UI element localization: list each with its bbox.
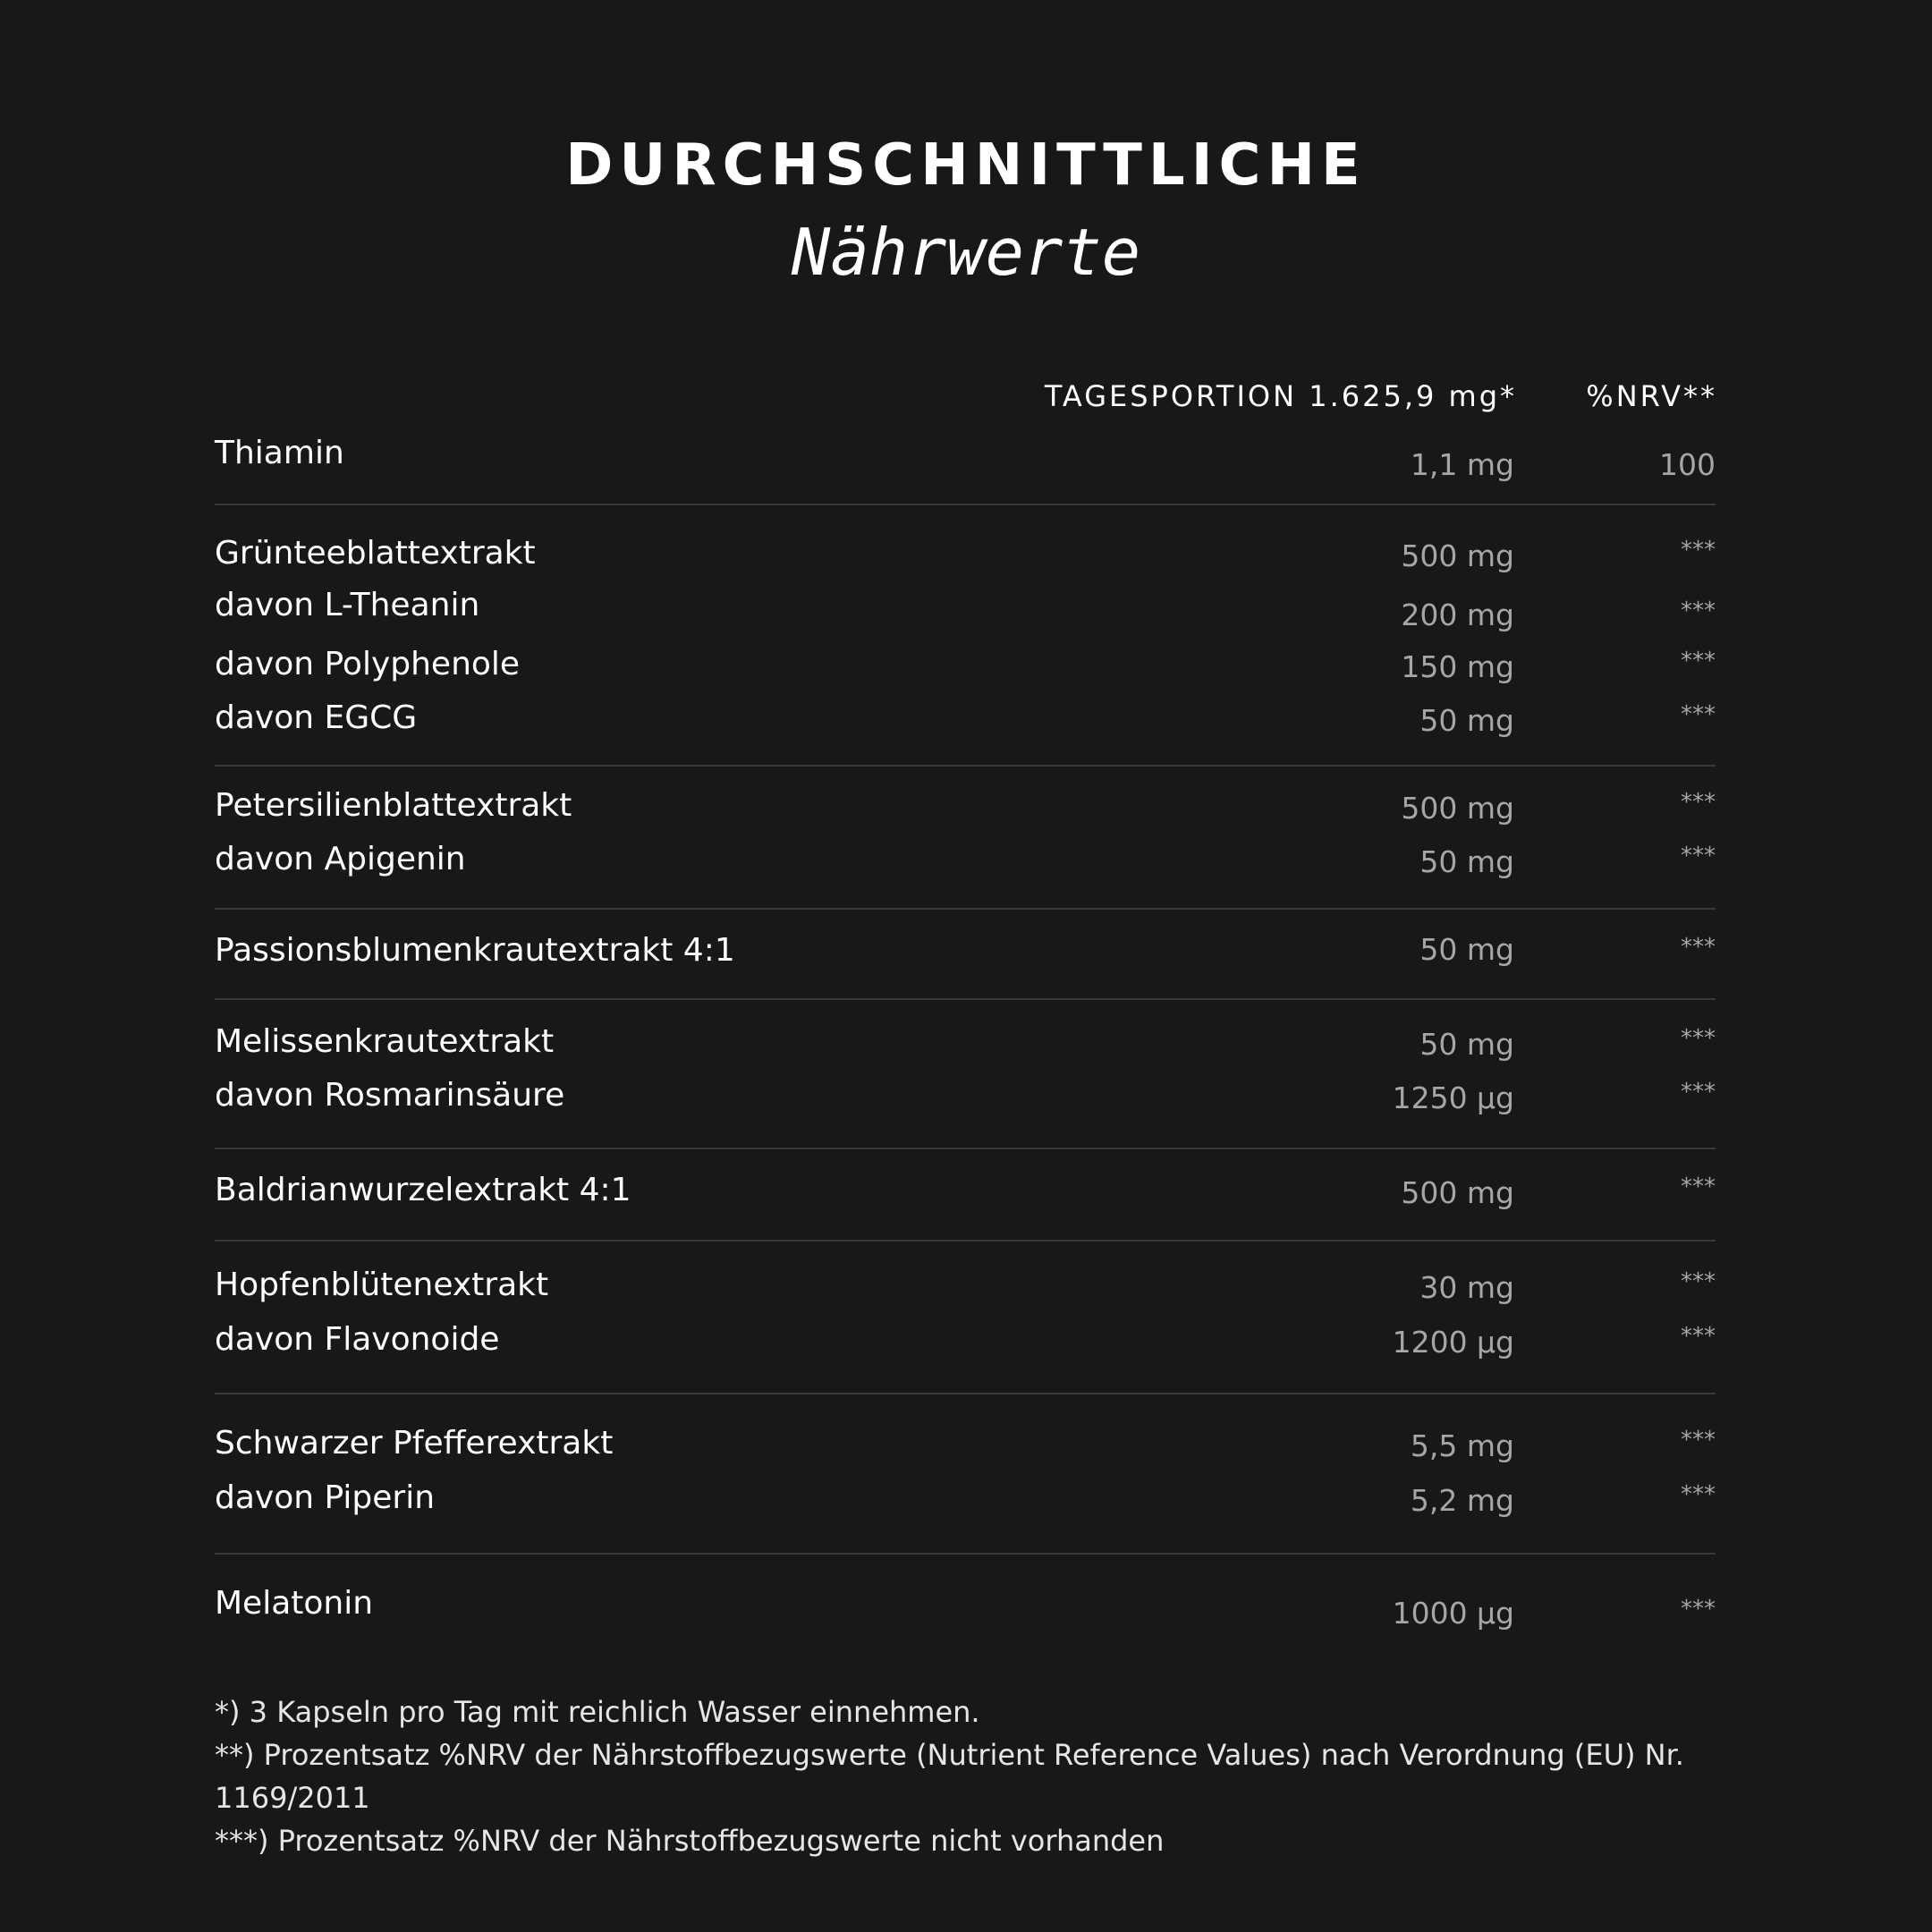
nutrient-amount: 5,5 mg <box>1410 1428 1514 1463</box>
nutrient-name: davon Flavonoide <box>215 1321 500 1358</box>
nutrient-name: davon EGCG <box>215 699 418 736</box>
nutrient-row <box>215 1321 1716 1375</box>
nutrient-amount: 500 mg <box>1401 1175 1514 1210</box>
nutrient-row <box>215 841 1716 894</box>
nutrient-amount: 1,1 mg <box>1410 447 1514 482</box>
nutrient-row <box>215 1172 1716 1225</box>
footnote-1: *) 3 Kapseln pro Tag mit reichlich Wasser einnehmen. <box>215 1695 980 1729</box>
footnote-3: ***) Prozentsatz %NRV der Nährstoffbezugswerte nicht vorhanden <box>215 1824 1165 1858</box>
nutrient-nrv: *** <box>1681 1025 1716 1052</box>
nutrient-name: Passionsblumenkrautextrakt 4:1 <box>215 932 735 969</box>
nutrient-amount: 200 mg <box>1401 597 1514 632</box>
nutrient-name: Melatonin <box>215 1585 374 1622</box>
nutrient-amount: 1000 µg <box>1392 1596 1514 1631</box>
nutrient-amount: 150 mg <box>1401 649 1514 684</box>
divider <box>215 504 1716 505</box>
nutrient-name: Grünteeblattextrakt <box>215 535 536 572</box>
nutrient-nrv: *** <box>1681 648 1716 674</box>
nutrient-name: Thiamin <box>215 435 344 471</box>
nutrient-amount: 50 mg <box>1419 844 1514 879</box>
nutrient-name: Melissenkrautextrakt <box>215 1023 555 1060</box>
nutrient-amount: 5,2 mg <box>1410 1483 1514 1518</box>
divider <box>215 998 1716 1000</box>
nutrient-row <box>215 1267 1716 1320</box>
nutrient-amount: 50 mg <box>1419 932 1514 967</box>
nutrient-row <box>215 699 1716 753</box>
nutrient-nrv: *** <box>1681 1427 1716 1453</box>
nutrient-row <box>215 932 1716 986</box>
nutrient-name: davon Apigenin <box>215 841 466 877</box>
nutrient-nrv: *** <box>1681 701 1716 728</box>
footnotes <box>215 1690 1735 1862</box>
divider <box>215 908 1716 910</box>
nutrient-row <box>215 587 1716 640</box>
nutrient-name: Schwarzer Pfefferextrakt <box>215 1425 614 1462</box>
nutrient-nrv: *** <box>1681 1323 1716 1350</box>
divider <box>215 765 1716 767</box>
nutrient-nrv: *** <box>1681 537 1716 564</box>
nutrient-amount: 1200 µg <box>1392 1325 1514 1360</box>
nutrient-nrv: *** <box>1681 934 1716 961</box>
nutrient-amount: 50 mg <box>1419 703 1514 738</box>
nutrient-nrv: *** <box>1681 1079 1716 1106</box>
divider <box>215 1240 1716 1241</box>
nutrient-name: davon Piperin <box>215 1479 436 1516</box>
column-header-daily-portion: TAGESPORTION 1.625,9 mg* <box>1044 379 1517 413</box>
nutrient-row <box>215 1585 1716 1639</box>
nutrient-row <box>215 1479 1716 1533</box>
nutrient-row <box>215 1077 1716 1131</box>
divider <box>215 1553 1716 1555</box>
nutrient-name: davon Polyphenole <box>215 646 521 682</box>
nutrient-name: davon Rosmarinsäure <box>215 1077 565 1114</box>
nutrient-amount: 1250 µg <box>1392 1080 1514 1115</box>
nutrient-nrv: *** <box>1681 1596 1716 1623</box>
nutrient-nrv: 100 <box>1659 447 1716 482</box>
nutrient-nrv: *** <box>1681 1174 1716 1200</box>
column-header-nrv: %NRV** <box>1586 379 1717 413</box>
nutrient-name: Hopfenblütenextrakt <box>215 1267 549 1303</box>
divider <box>215 1148 1716 1149</box>
nutrient-amount: 500 mg <box>1401 538 1514 573</box>
nutrient-amount: 500 mg <box>1401 791 1514 826</box>
nutrient-amount: 50 mg <box>1419 1027 1514 1062</box>
nutrient-row <box>215 1023 1716 1077</box>
nutrient-row <box>215 435 1716 488</box>
nutrient-nrv: *** <box>1681 1268 1716 1295</box>
nutrient-name: davon L-Theanin <box>215 587 480 623</box>
nutrient-nrv: *** <box>1681 843 1716 869</box>
nutrient-nrv: *** <box>1681 597 1716 624</box>
page-title: DURCHSCHNITTLICHE <box>565 132 1367 199</box>
nutrient-amount: 30 mg <box>1419 1270 1514 1305</box>
nutrient-nrv: *** <box>1681 789 1716 816</box>
nutrient-name: Petersilienblattextrakt <box>215 787 572 824</box>
nutrient-name: Baldrianwurzelextrakt 4:1 <box>215 1172 631 1208</box>
footnote-2: **) Prozentsatz %NRV der Nährstoffbezugswerte (Nutrient Reference Values) nach Verordnung (EU) Nr. 1169/2011 <box>215 1738 1684 1815</box>
nutrient-row <box>215 787 1716 841</box>
nutrient-nrv: *** <box>1681 1481 1716 1508</box>
nutrient-row <box>215 1425 1716 1479</box>
page-subtitle: Nährwerte <box>791 215 1141 290</box>
nutrient-row <box>215 646 1716 699</box>
divider <box>215 1393 1716 1394</box>
nutrient-row <box>215 535 1716 589</box>
